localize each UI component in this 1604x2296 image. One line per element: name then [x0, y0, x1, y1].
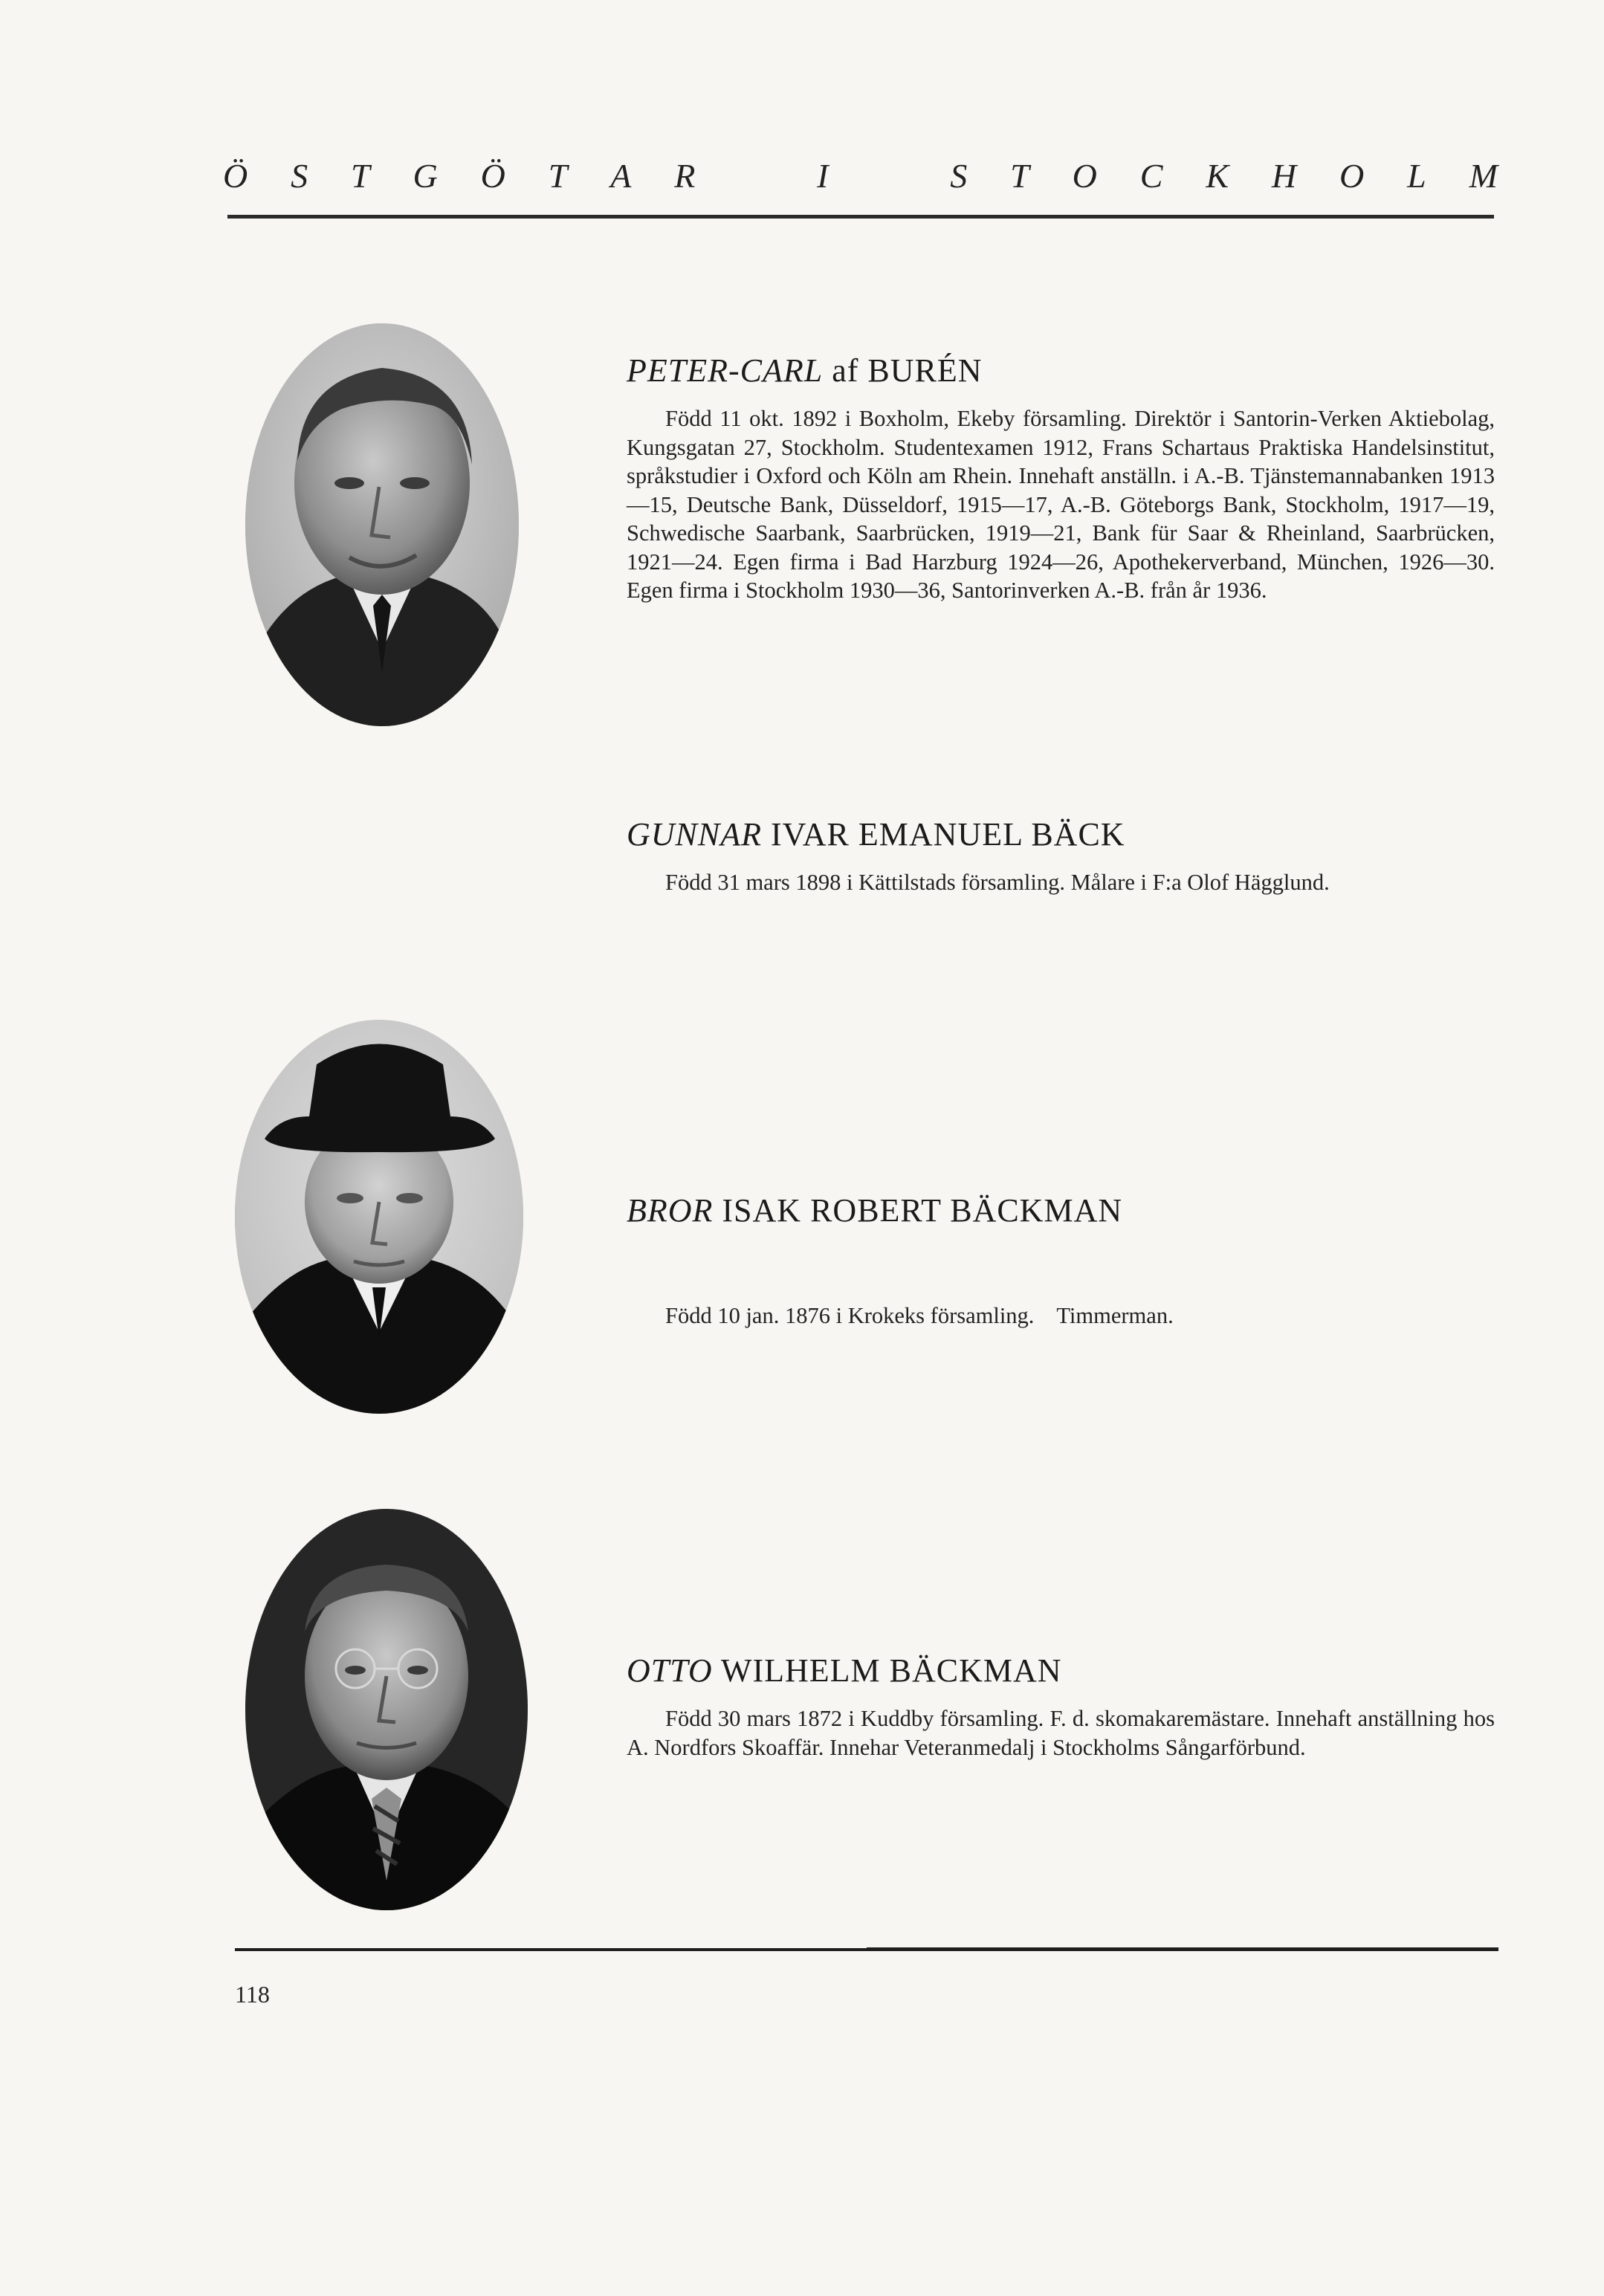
- portrait-illustration: [245, 323, 519, 726]
- given-name: BROR: [627, 1192, 714, 1229]
- person-name: [627, 1191, 1495, 1229]
- person-name: [627, 1652, 1495, 1689]
- footer-rule: [235, 1948, 867, 1951]
- biography-text: [627, 868, 1495, 897]
- person-name: [627, 352, 1495, 389]
- given-name: GUNNAR: [627, 816, 762, 853]
- header-letter: K: [1206, 157, 1229, 195]
- header-letter: T: [548, 157, 568, 195]
- surname: ISAK ROBERT BÄCKMAN: [722, 1192, 1123, 1229]
- biography-paragraph: Född 11 okt. 1892 i Boxholm, Ekeby församling. Direktör i Santorin-Verken Aktiebolag, Kungsgatan 27, Stockholm. Studentexamen 1912, Frans Schartaus Praktiska Handelsinstitut, språkstudier i Oxford och Köln am Rhein. Innehaft anställn. i A.-B. Tjänstemannabanken 1913—15, Deutsche Bank, Düsseldorf, 1915—17, A.-B. Göteborgs Bank, Stockholm, 1917—19, Schwedische Saarbank, Saarbrücken, 1919—21, Bank für Saar & Rheinland, Saarbrücken, 1921—24. Egen firma i Bad Harzburg 1924—26, Apothekerverband, München, 1926—30. Egen firma i Stockholm 1930—36, Santorinverken A.-B. från år 1936.: [627, 406, 1495, 603]
- header-letter: O: [1072, 157, 1097, 195]
- header-letter: C: [1139, 157, 1163, 195]
- header-letter: R: [674, 157, 696, 195]
- biography-entry: [627, 1652, 1495, 1762]
- header-letter: O: [1339, 157, 1365, 195]
- biography-paragraph: Född 10 jan. 1876 i Krokeks församling. Timmerman.: [665, 1303, 1174, 1328]
- header-letter: G: [413, 157, 438, 195]
- portrait-photo: [245, 323, 519, 726]
- portrait-photo: [245, 1509, 528, 1910]
- biography-text: [627, 1704, 1495, 1762]
- portrait-illustration: [245, 1509, 528, 1910]
- biography-paragraph: Född 31 mars 1898 i Kättilstads församling. Målare i F:a Olof Hägglund.: [665, 870, 1330, 895]
- header-letter: S: [950, 157, 968, 195]
- header-letter: L: [1407, 157, 1426, 195]
- header-letter: Ö: [480, 157, 505, 195]
- biography-text: [627, 404, 1495, 605]
- header-letter: H: [1271, 157, 1297, 195]
- footer-rule: [867, 1947, 1498, 1951]
- header-letter: T: [351, 157, 370, 195]
- header-letter: Ö: [223, 157, 248, 195]
- biography-paragraph: Född 30 mars 1872 i Kuddby församling. F. d. skomakaremästare. Innehaft anställning hos A. Nordfors Skoaffär. Innehar Veteranmedalj i Stockholms Sångarförbund.: [627, 1706, 1495, 1760]
- header-letter: I: [817, 157, 829, 195]
- portrait-illustration: [235, 1020, 523, 1414]
- biography-entry: [627, 815, 1495, 897]
- running-header: [223, 156, 1498, 195]
- header-rule: [227, 215, 1494, 219]
- surname: af BURÉN: [832, 352, 983, 389]
- header-letter: S: [291, 157, 308, 195]
- header-word-gap: [738, 156, 774, 195]
- page-number: 118: [235, 1981, 270, 2008]
- given-name: PETER-CARL: [627, 352, 824, 389]
- header-letter: T: [1010, 157, 1029, 195]
- surname: WILHELM BÄCKMAN: [720, 1652, 1062, 1689]
- header-letter: M: [1469, 157, 1498, 195]
- person-name: [627, 815, 1495, 853]
- portrait-photo: [235, 1020, 523, 1414]
- surname: IVAR EMANUEL BÄCK: [771, 816, 1125, 853]
- biography-text: [627, 1244, 1495, 1388]
- given-name: OTTO: [627, 1652, 713, 1689]
- header-word-gap: [871, 156, 907, 195]
- header-letter: A: [610, 157, 632, 195]
- biography-entry: [627, 1191, 1495, 1388]
- biography-entry: [627, 352, 1495, 605]
